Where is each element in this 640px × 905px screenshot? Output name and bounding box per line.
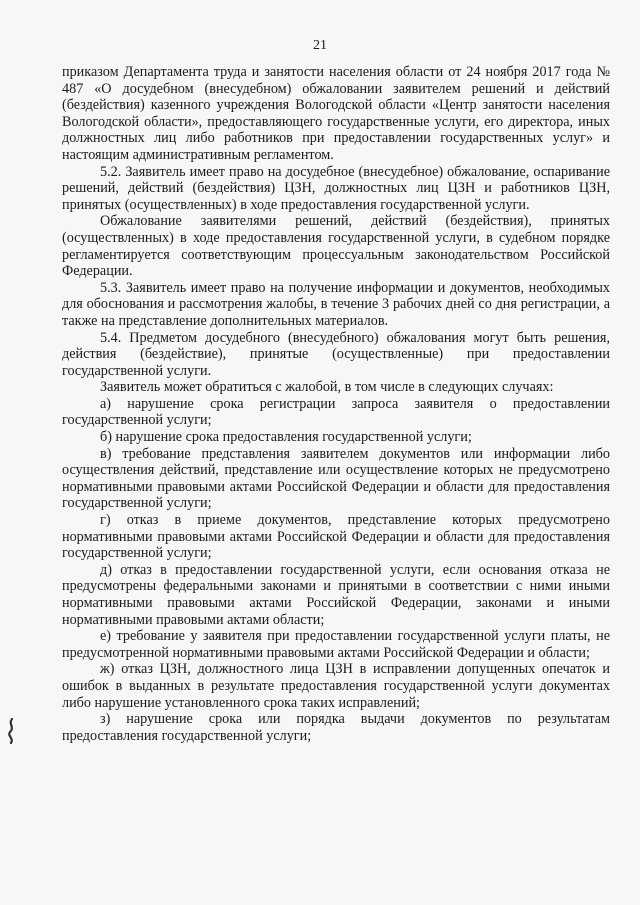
list-item: г) отказ в приеме документов, представление которых предусмотрено нормативными правовыми актами Российской Федерации и области для предоставления государственной услуги;: [62, 512, 610, 562]
list-item: б) нарушение срока предоставления государственной услуги;: [100, 429, 472, 446]
paragraph: приказом Департамента труда и занятости населения области от 24 ноября 2017 года № 487 «О досудебном (внесудебном) обжаловании заявителем решений и действий (бездействия) казенного учреждения Вологодской области «Центр занятости населения Вологодской области», предоставляющего государственные услуги, его директора, иных должностных лиц либо работников при предоставлении государственных услуг» и настоящим административным регламентом.: [62, 64, 610, 163]
scan-margin-mark: [6, 718, 18, 744]
list-item: з) нарушение срока или порядка выдачи документов по результатам предоставления государственной услуги;: [62, 711, 610, 744]
paragraph: Заявитель может обратиться с жалобой, в том числе в следующих случаях:: [100, 379, 554, 396]
paragraph: 5.4. Предметом досудебного (внесудебного) обжалования могут быть решения, действия (бездействие), принятые (осуществленные) при предоставлении государственной услуги.: [62, 329, 610, 379]
page-number: 21: [313, 38, 327, 53]
paragraph: Обжалование заявителями решений, действий (бездействия), принятых (осуществленных) в ходе предоставления государственной услуги, в судебном порядке регламентируется соответствующим процессуальным законодательством Российской Федерации.: [62, 213, 610, 280]
list-item: е) требование у заявителя при предоставлении государственной услуги платы, не предусмотренной нормативными правовыми актами Российской Федерации и области;: [62, 628, 610, 661]
list-item: а) нарушение срока регистрации запроса заявителя о предоставлении государственной услуги;: [62, 395, 610, 429]
paragraph: 5.3. Заявитель имеет право на получение информации и документов, необходимых для обоснования и рассмотрения жалобы, в течение 3 рабочих дней со дня регистрации, а также на представление дополнительных материалов.: [62, 279, 610, 329]
list-item: ж) отказ ЦЗН, должностного лица ЦЗН в исправлении допущенных опечаток и ошибок в выданных в результате предоставления государственной услуги документах либо нарушение установленного срока таких исправлений;: [62, 661, 610, 711]
paragraph: 5.2. Заявитель имеет право на досудебное (внесудебное) обжалование, оспаривание решений, действий (бездействия) ЦЗН, должностных лиц ЦЗН и работников ЦЗН, принятых (осуществленных) в ходе предоставления государственной услуги.: [62, 163, 610, 213]
list-item: д) отказ в предоставлении государственной услуги, если основания отказа не предусмотрены федеральными законами и принятыми в соответствии с ними иными нормативными правовыми актами Российской Федерации, законами и иными нормативными правовыми актами области;: [62, 561, 610, 628]
page-body: [62, 64, 610, 744]
list-item: в) требование представления заявителем документов или информации либо осуществления действий, представление или осуществление которых не предусмотрено нормативными правовыми актами Российской Федерации и области для предоставления государственной услуги;: [62, 445, 610, 512]
